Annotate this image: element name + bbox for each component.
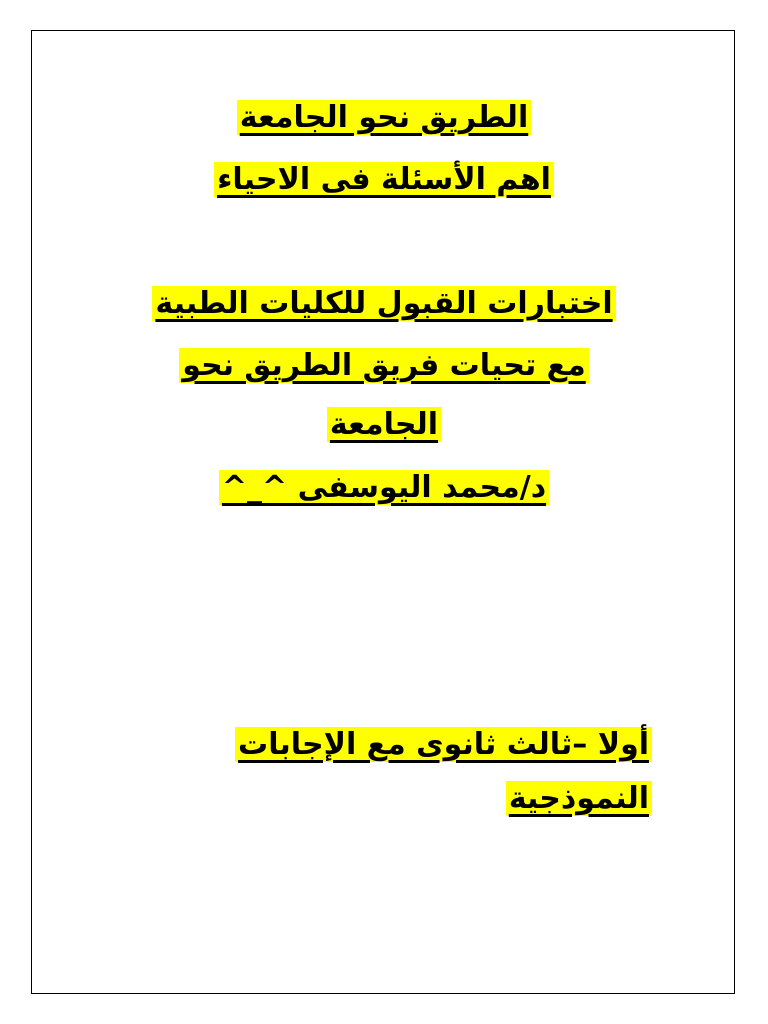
- subtitle-text-2: مع تحيات فريق الطريق نحو: [179, 348, 588, 383]
- subtitle-text-3: الجامعة: [327, 407, 441, 442]
- subtitle-line-3: [0, 402, 768, 448]
- subtitle-line-2: [0, 343, 768, 389]
- section-line-2: [506, 776, 652, 822]
- subtitle-text-1: اختبارات القبول للكليات الطبية: [152, 286, 615, 321]
- author-line: [0, 465, 768, 511]
- title-line-1: [0, 95, 768, 141]
- section-text-1: أولا –ثالث ثانوى مع الإجابات: [235, 727, 652, 762]
- author-name: د/محمد اليوسفى ^_^: [219, 470, 549, 505]
- section-text-2: النموذجية: [506, 781, 652, 816]
- section-line-1: [235, 722, 652, 768]
- title-text-1: الطريق نحو الجامعة: [237, 100, 531, 135]
- title-line-2: [0, 157, 768, 203]
- subtitle-line-1: [0, 281, 768, 327]
- title-text-2: اهم الأسئلة فى الاحياء: [214, 162, 554, 197]
